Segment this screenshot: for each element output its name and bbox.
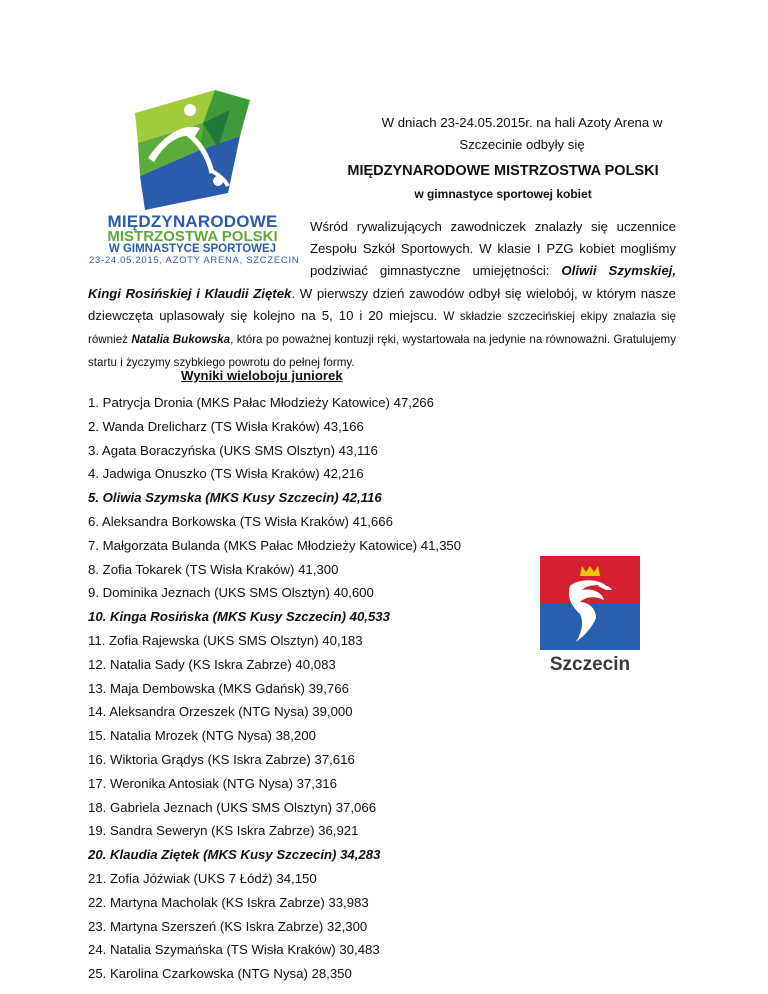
result-item: 19. Sandra Seweryn (KS Iskra Zabrze) 36,921 [88, 823, 359, 839]
result-item: 9. Dominika Jeznach (UKS SMS Olsztyn) 40,600 [88, 585, 374, 601]
result-item-highlighted: 20. Klaudia Ziętek (MKS Kusy Szczecin) 34,283 [88, 847, 381, 863]
szczecin-label: Szczecin [549, 654, 631, 674]
para-part-1: Wśród rywalizujących zawodniczek znalazły się uczennice Zespołu Szkół Sportowych. W klasie I PZG kobiet mogliśmy podziwiać gimnastyczne umiejętności: [310, 219, 676, 279]
result-item: 4. Jadwiga Onuszko (TS Wisła Kraków) 42,216 [88, 466, 364, 482]
result-item: 18. Gabriela Jeznach (UKS SMS Olsztyn) 37,066 [88, 799, 377, 815]
result-item: 17. Weronika Antosiak (NTG Nysa) 37,316 [88, 775, 337, 791]
gymnast-emblem-icon [90, 88, 295, 213]
para-highlighted-name: Natalia Bukowska [131, 333, 231, 347]
para-part-3: W składzie szczecińskiej ekipy znalazła się również [88, 309, 676, 347]
intro-line-1: W dniach 23-24.05.2015r. na hali Azoty Arena w [381, 115, 663, 130]
result-item: 12. Natalia Sady (KS Iskra Zabrze) 40,083 [88, 656, 336, 672]
result-item: 6. Aleksandra Borkowska (TS Wisła Kraków) 41,666 [88, 513, 393, 529]
logo-line-3: W GIMNASTYCE SPORTOWEJ [108, 243, 277, 255]
result-item: 1. Patrycja Dronia (MKS Pałac Młodzieży Katowice) 47,266 [88, 395, 434, 410]
para-highlighted-names: Oliwii Szymskiej, Kingi Rosińskiej i Klaudii Ziętek [88, 263, 676, 301]
article-paragraph [88, 216, 676, 374]
results-title: Wyniki wieloboju juniorek [181, 368, 343, 383]
result-item: 21. Zofia Jóźwiak (UKS 7 Łódź) 34,150 [88, 870, 317, 886]
result-item: 15. Natalia Mrozek (NTG Nysa) 38,200 [88, 728, 316, 744]
result-item: 8. Zofia Tokarek (TS Wisła Kraków) 41,300 [88, 561, 339, 577]
result-item-highlighted: 10. Kinga Rosińska (MKS Kusy Szczecin) 40,533 [88, 609, 390, 625]
results-list [88, 391, 461, 986]
para-part-2: . W pierwszy dzień zawodów odbył się wielobój, w którym nasze dziewczęta uplasowały się kolejno na 5, 10 i 20 miejscu. [88, 285, 676, 323]
result-item: 25. Karolina Czarkowska (NTG Nysa) 28,350 [88, 966, 352, 982]
para-part-4: , która po poważnej kontuzji ręki, wystartowała na jedynie na równoważni. Gratulujemy startu i życzymy szybkiego powrotu do pełnej formy. [88, 333, 676, 370]
result-item: 11. Zofia Rajewska (UKS SMS Olsztyn) 40,183 [88, 632, 363, 648]
logo-line-1: MIĘDZYNARODOWE [107, 212, 278, 231]
result-item: 23. Martyna Szerszeń (KS Iskra Zabrze) 32,300 [88, 918, 368, 934]
result-item: 13. Maja Dembowska (MKS Gdańsk) 39,766 [88, 680, 349, 696]
result-item: 22. Martyna Macholak (KS Iskra Zabrze) 33,983 [88, 894, 369, 910]
page-subtitle: w gimnastyce sportowej kobiet [414, 187, 592, 201]
result-item: 16. Wiktoria Grądys (KS Iskra Zabrze) 37,616 [88, 751, 355, 767]
logo-date: 23-24.05.2015, AZOTY ARENA, SZCZECIN [89, 255, 300, 266]
logo-line-2: MISTRZOSTWA POLSKI [107, 228, 278, 245]
page-title: MIĘDZYNARODOWE MISTRZOSTWA POLSKI [347, 163, 659, 179]
szczecin-logo [540, 556, 640, 674]
result-item-highlighted: 5. Oliwia Szymska (MKS Kusy Szczecin) 42,116 [88, 490, 382, 506]
result-item: 7. Małgorzata Bulanda (MKS Pałac Młodzieży Katowice) 41,350 [88, 537, 462, 553]
result-item: 2. Wanda Drelicharz (TS Wisła Kraków) 43,166 [88, 418, 364, 434]
result-item: 3. Agata Boraczyńska (UKS SMS Olsztyn) 43,116 [88, 442, 379, 458]
result-item: 24. Natalia Szymańska (TS Wisła Kraków) 30,483 [88, 942, 380, 958]
result-item: 14. Aleksandra Orzeszek (NTG Nysa) 39,000 [88, 704, 353, 720]
intro-line-2: Szczecinie odbyły się [459, 137, 585, 152]
intro-text [352, 112, 692, 156]
szczecin-griffin-icon [540, 556, 640, 674]
